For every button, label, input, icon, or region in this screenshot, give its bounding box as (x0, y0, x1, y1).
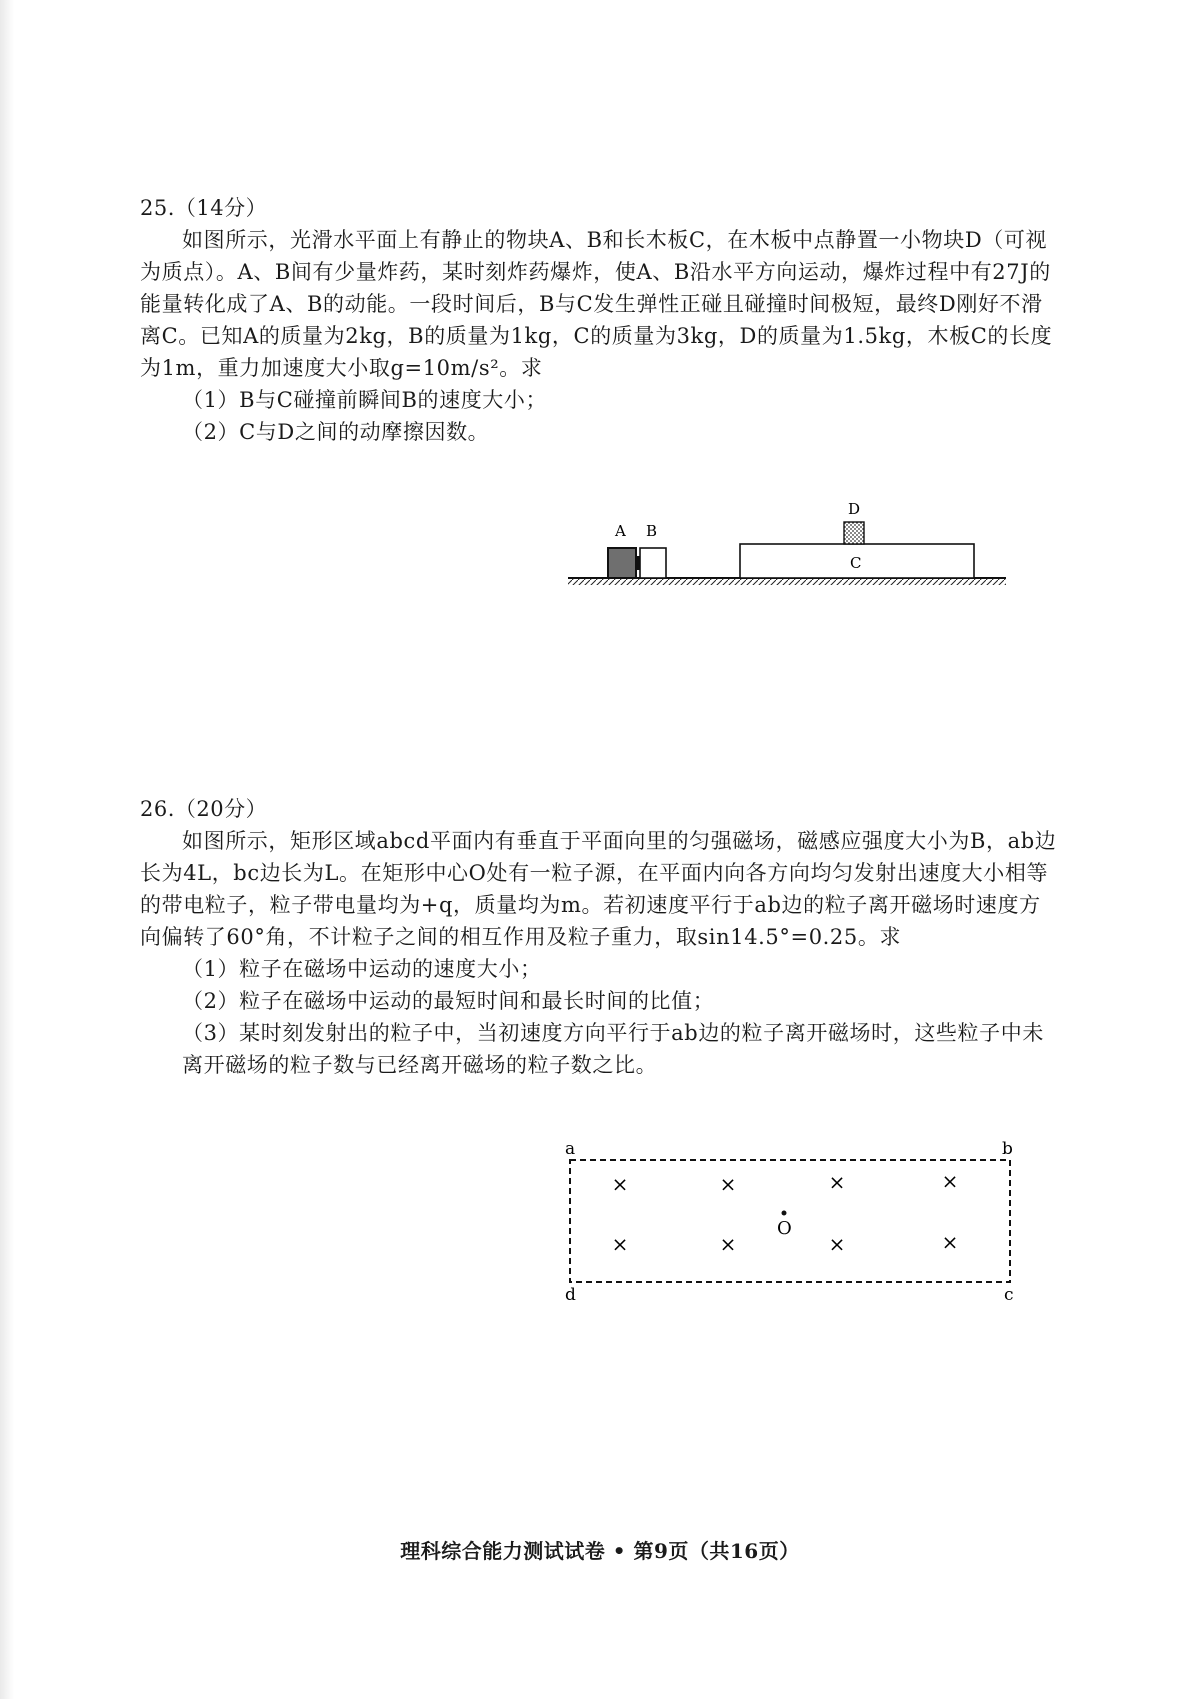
field-cross: × (719, 1232, 737, 1256)
label-a: A (615, 522, 626, 540)
q26-subquestion-1: （1）粒子在磁场中运动的速度大小； (182, 957, 542, 981)
corner-b: b (1002, 1140, 1013, 1159)
q25-number: 25.（14分） (140, 196, 268, 220)
label-b: B (646, 522, 658, 540)
corner-a: a (565, 1140, 576, 1159)
q25-text-block (140, 224, 1060, 448)
ground-hatch (568, 578, 1006, 585)
q26-text-block (140, 825, 1060, 1081)
page-edge (0, 0, 14, 1699)
field-cross: × (611, 1172, 629, 1196)
block-a (608, 548, 636, 578)
field-cross: × (719, 1172, 737, 1196)
source-point (782, 1211, 787, 1216)
field-cross: × (941, 1230, 959, 1254)
label-d: D (848, 500, 861, 518)
field-cross: × (941, 1169, 959, 1193)
block-b (640, 548, 666, 578)
q26-figure (550, 1140, 1030, 1310)
q26-subquestion-3: （3）某时刻发射出的粒子中，当初速度方向平行于ab边的粒子离开磁场时，这些粒子中未离开磁场的粒子数与已经离开磁场的粒子数之比。 (182, 1021, 1044, 1077)
corner-d: d (565, 1285, 576, 1305)
q25-subquestion-1: （1）B与C碰撞前瞬间B的速度大小； (182, 388, 548, 412)
label-c: C (850, 554, 862, 572)
q26-number: 26.（20分） (140, 797, 268, 821)
corner-c: c (1004, 1285, 1014, 1305)
center-o: O (777, 1218, 792, 1239)
q26-subquestion-2: （2）粒子在磁场中运动的最短时间和最长时间的比值； (182, 989, 715, 1013)
q25-subquestion-2: （2）C与D之间的动摩擦因数。 (182, 420, 490, 444)
q25-body: 如图所示，光滑水平面上有静止的物块A、B和长木板C，在木板中点静置一小物块D（可视为质点）。A、B间有少量炸药，某时刻炸药爆炸，使A、B沿水平方向运动，爆炸过程中有27J的能量转化成了A、B的动能。一段时间后，B与C发生弹性正碰且碰撞时间极短，最终D刚好不滑离C。已知A的质量为2kg，B的质量为1kg，C的质量为3kg，D的质量为1.5kg，木板C的长度为1m，重力加速度大小取g=10m/s²。求 (140, 228, 1053, 380)
q26-body: 如图所示，矩形区域abcd平面内有垂直于平面向里的匀强磁场，磁感应强度大小为B，ab边长为4L，bc边长为L。在矩形中心O处有一粒子源，在平面内向各方向均匀发射出速度大小相等的带电粒子，粒子带电量均为+q，质量均为m。若初速度平行于ab边的粒子离开磁场时速度方向偏转了60°角，不计粒子之间的相互作用及粒子重力，取sin14.5°=0.25。求 (140, 829, 1057, 949)
page-footer: 理科综合能力测试试卷 • 第9页（共16页） (400, 1539, 800, 1563)
field-cross: × (611, 1232, 629, 1256)
q25-figure (560, 490, 1020, 600)
field-cross: × (828, 1232, 846, 1256)
block-d (844, 522, 864, 544)
field-cross: × (828, 1170, 846, 1194)
